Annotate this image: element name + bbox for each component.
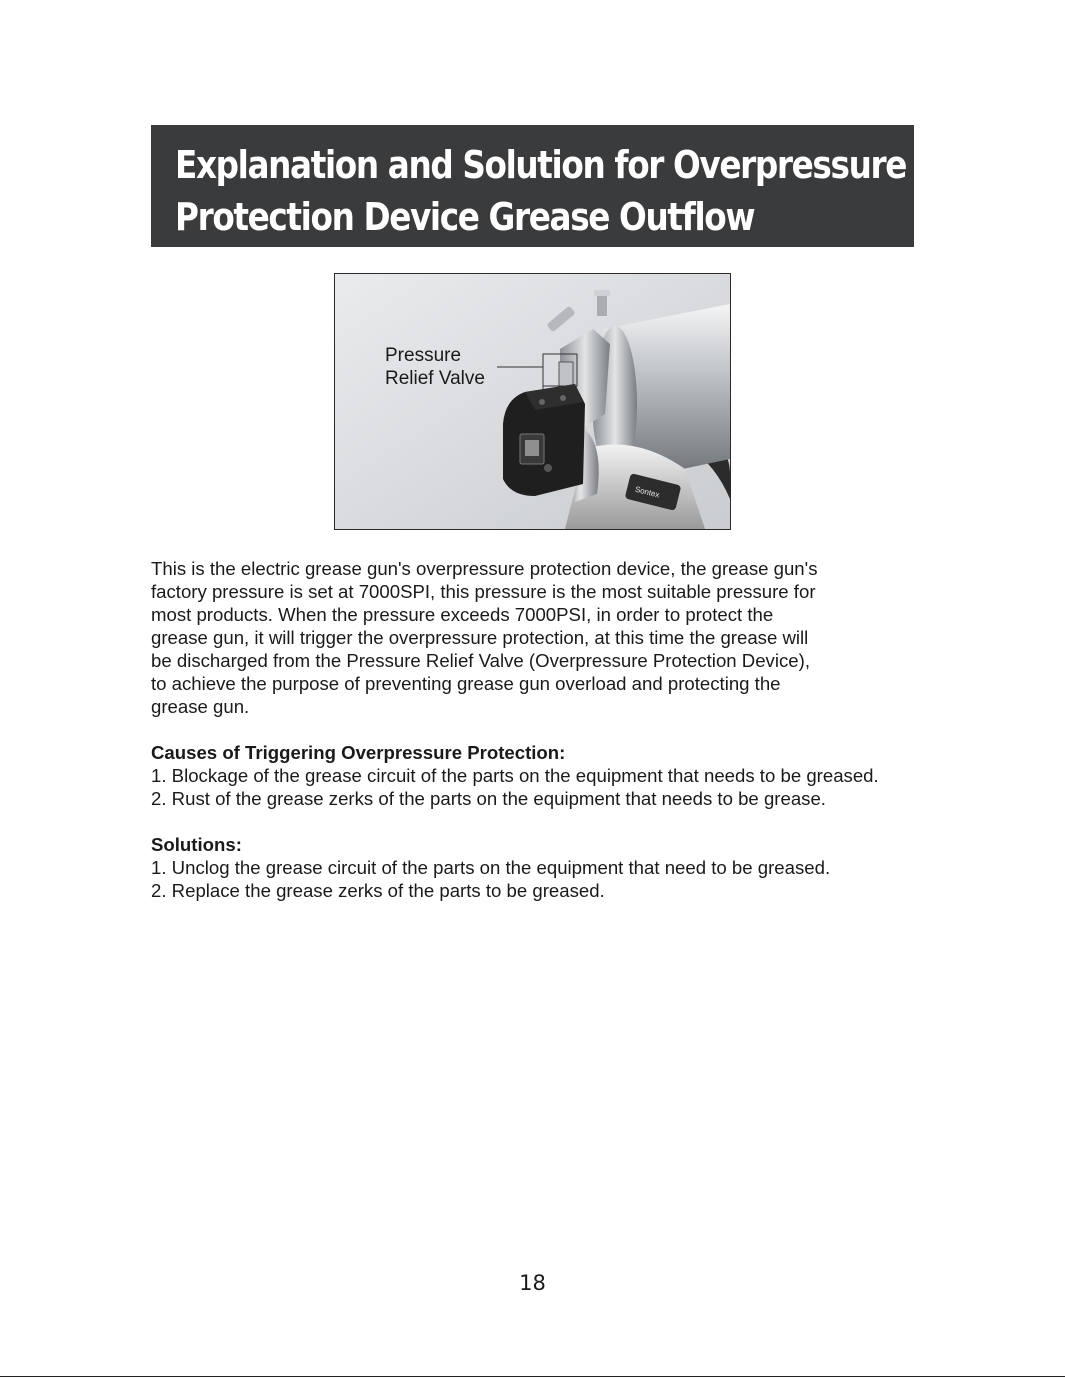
page-title-line-2: Protection Device Grease Outflow — [175, 195, 755, 239]
zerk-cap — [594, 290, 610, 296]
intro-line: grease gun. — [151, 696, 250, 717]
screw-icon — [544, 464, 552, 472]
pressure-relief-valve — [559, 362, 573, 386]
causes-list — [151, 764, 931, 810]
intro-line: to achieve the purpose of preventing grease gun overload and protecting the — [151, 673, 781, 694]
intro-line: be discharged from the Pressure Relief Valve (Overpressure Protection Device), — [151, 650, 810, 671]
list-item: 1. Blockage of the grease circuit of the parts on the equipment that needs to be greased. — [151, 765, 879, 786]
callout-line-1: Pressure — [385, 345, 462, 366]
intro-paragraph — [151, 557, 931, 718]
page-number: 18 — [519, 1271, 546, 1295]
screw-icon — [560, 395, 566, 401]
callout-line-2: Relief Valve — [385, 368, 485, 389]
spacer — [151, 718, 931, 741]
intro-line: This is the electric grease gun's overpressure protection device, the grease gun's — [151, 558, 818, 579]
page-title — [175, 139, 906, 243]
intro-line: most products. When the pressure exceeds 7000PSI, in order to protect the — [151, 604, 774, 625]
spacer — [151, 810, 931, 833]
solutions-list — [151, 856, 931, 902]
brand-label: Sontex — [634, 484, 661, 500]
grease-gun-photo — [334, 273, 731, 530]
intro-line: grease gun, it will trigger the overpressure protection, at this time the grease will — [151, 627, 809, 648]
page-title-line-1: Explanation and Solution for Overpressure — [175, 143, 906, 187]
list-item: 1. Unclog the grease circuit of the parts on the equipment that need to be greased. — [151, 857, 831, 878]
list-item: 2. Replace the grease zerks of the parts to be greased. — [151, 880, 605, 901]
grease-zerk — [597, 294, 607, 316]
screw-icon — [539, 399, 545, 405]
causes-heading: Causes of Triggering Overpressure Protection: — [151, 742, 566, 763]
grease-gun-illustration — [335, 274, 730, 529]
solutions-heading: Solutions: — [151, 834, 242, 855]
pressure-relief-valve-label — [385, 344, 485, 390]
bottom-rule — [0, 1376, 1065, 1377]
intro-line: factory pressure is set at 7000SPI, this pressure is the most suitable pressure for — [151, 581, 816, 602]
page-header — [151, 125, 914, 247]
display-screen — [525, 440, 539, 456]
page-body — [151, 557, 931, 902]
list-item: 2. Rust of the grease zerks of the parts on the equipment that needs to be grease. — [151, 788, 826, 809]
